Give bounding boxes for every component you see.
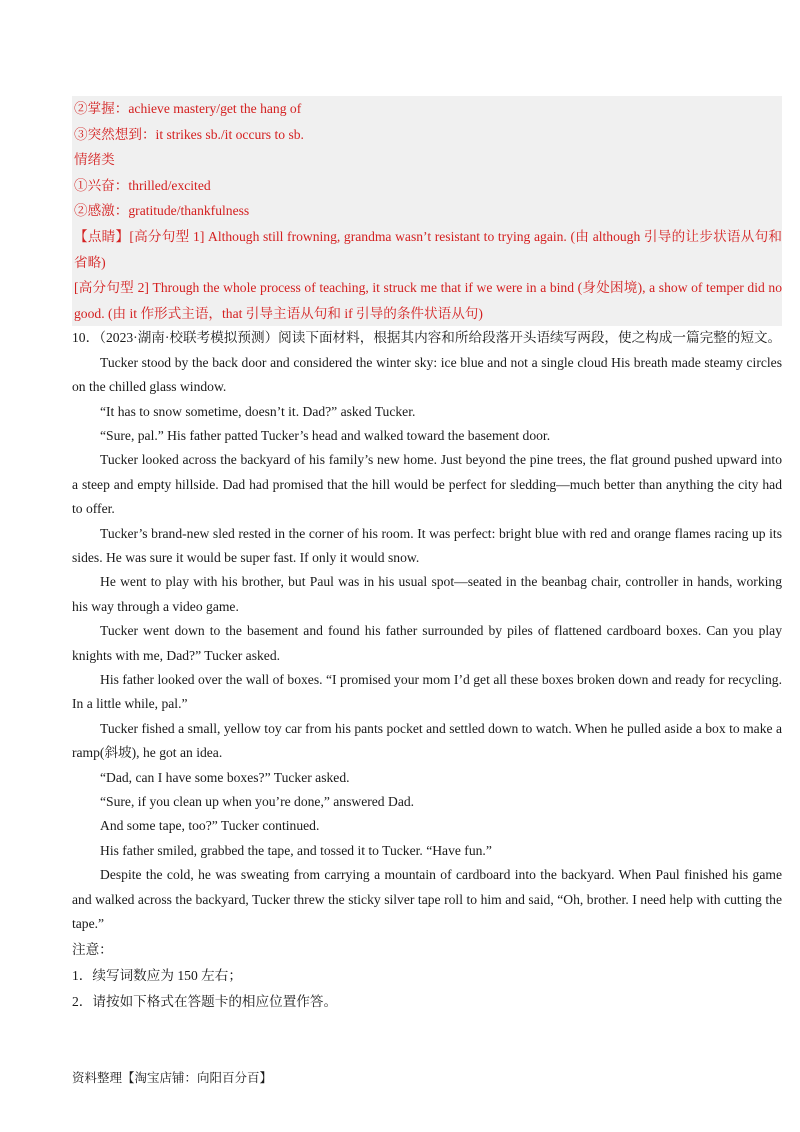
passage-paragraph: Tucker looked across the backyard of his family’s new home. Just beyond the pine trees, the flat ground pushed upward into a steep and empty hillside. Dad had promised that the hill would be perfect for sledding—much better than anything the city had to offer.: [72, 452, 782, 517]
vocab-line: ③突然想到：it strikes sb./it occurs to sb.: [74, 126, 304, 142]
passage-paragraph: Tucker went down to the basement and found his father surrounded by piles of flattened cardboard boxes. Can you play knights with me, Dad?” Tucker asked.: [72, 623, 782, 663]
vocab-line: ②掌握：achieve mastery/get the hang of: [74, 101, 302, 116]
instructions: [72, 937, 782, 1015]
passage-paragraph: “Sure, if you clean up when you’re done,” answered Dad.: [100, 794, 415, 810]
sentence-pattern-tip: 【点睛】[高分句型 1] Although still frowning, grandma wasn’t resistant to trying again. (由 although 引导的让步状语从句和省略): [74, 228, 782, 270]
passage-paragraph: Tucker fished a small, yellow toy car from his pants pocket and settled down to watch. When he pulled aside a box to make a ramp(斜坡), he got an idea.: [72, 720, 782, 761]
passage-paragraph: His father smiled, grabbed the tape, and tossed it to Tucker. “Have fun.”: [100, 842, 492, 858]
passage: [72, 351, 782, 937]
passage-paragraph: “Dad, can I have some boxes?” Tucker asked.: [100, 769, 350, 785]
sentence-pattern-tip: [高分句型 2] Through the whole process of teaching, it struck me that if we were in a bind (身处困境), a show of temper did no good. (由 it 作形式主语，that 引导主语从句和 if 引导的条件状语从句): [74, 280, 782, 321]
notes-title: 注意：: [72, 941, 113, 957]
passage-paragraph: Tucker’s brand-new sled rested in the corner of his room. It was perfect: bright blue with red and orange flames racing up its sides. He was sure it would be super fast. If only it would snow.: [72, 525, 782, 565]
passage-paragraph: “Sure, pal.” His father patted Tucker’s head and walked toward the basement door.: [100, 427, 551, 443]
vocab-line: ①兴奋：thrilled/excited: [74, 177, 211, 193]
vocab-category: 情绪类: [74, 152, 115, 168]
vocabulary-highlight-block: [72, 96, 782, 326]
page-footer: 资料整理【淘宝店铺：向阳百分百】: [72, 1070, 273, 1085]
passage-paragraph: And some tape, too?” Tucker continued.: [100, 818, 320, 834]
passage-paragraph: He went to play with his brother, but Paul was in his usual spot—seated in the beanbag chair, controller in hands, working his way through a video game.: [72, 574, 782, 614]
question-header: 10．（2023·湖南·校联考模拟预测）阅读下面材料，根据其内容和所给段落开头语续写两段，使之构成一篇完整的短文。: [72, 330, 782, 346]
note-item: 1．续写词数应为 150 左右；: [72, 967, 242, 983]
document-page: [72, 96, 782, 1015]
note-item: 2．请按如下格式在答题卡的相应位置作答。: [72, 993, 338, 1009]
passage-paragraph: His father looked over the wall of boxes. “I promised your mom I’d get all these boxes broken down and ready for recycling. In a little while, pal.”: [72, 672, 782, 712]
vocab-line: ②感激：gratitude/thankfulness: [74, 203, 250, 219]
passage-paragraph: Tucker stood by the back door and considered the winter sky: ice blue and not a single cloud His breath made steamy circles on the chilled glass window.: [72, 354, 782, 395]
passage-paragraph: “It has to snow sometime, doesn’t it. Dad?” asked Tucker.: [100, 403, 416, 419]
passage-paragraph: Despite the cold, he was sweating from carrying a mountain of cardboard into the backyard. When Paul finished his game and walked across the backyard, Tucker threw the sticky silver tape roll to him and said, “Oh, brother. I need help with cutting the tape.”: [72, 867, 782, 932]
